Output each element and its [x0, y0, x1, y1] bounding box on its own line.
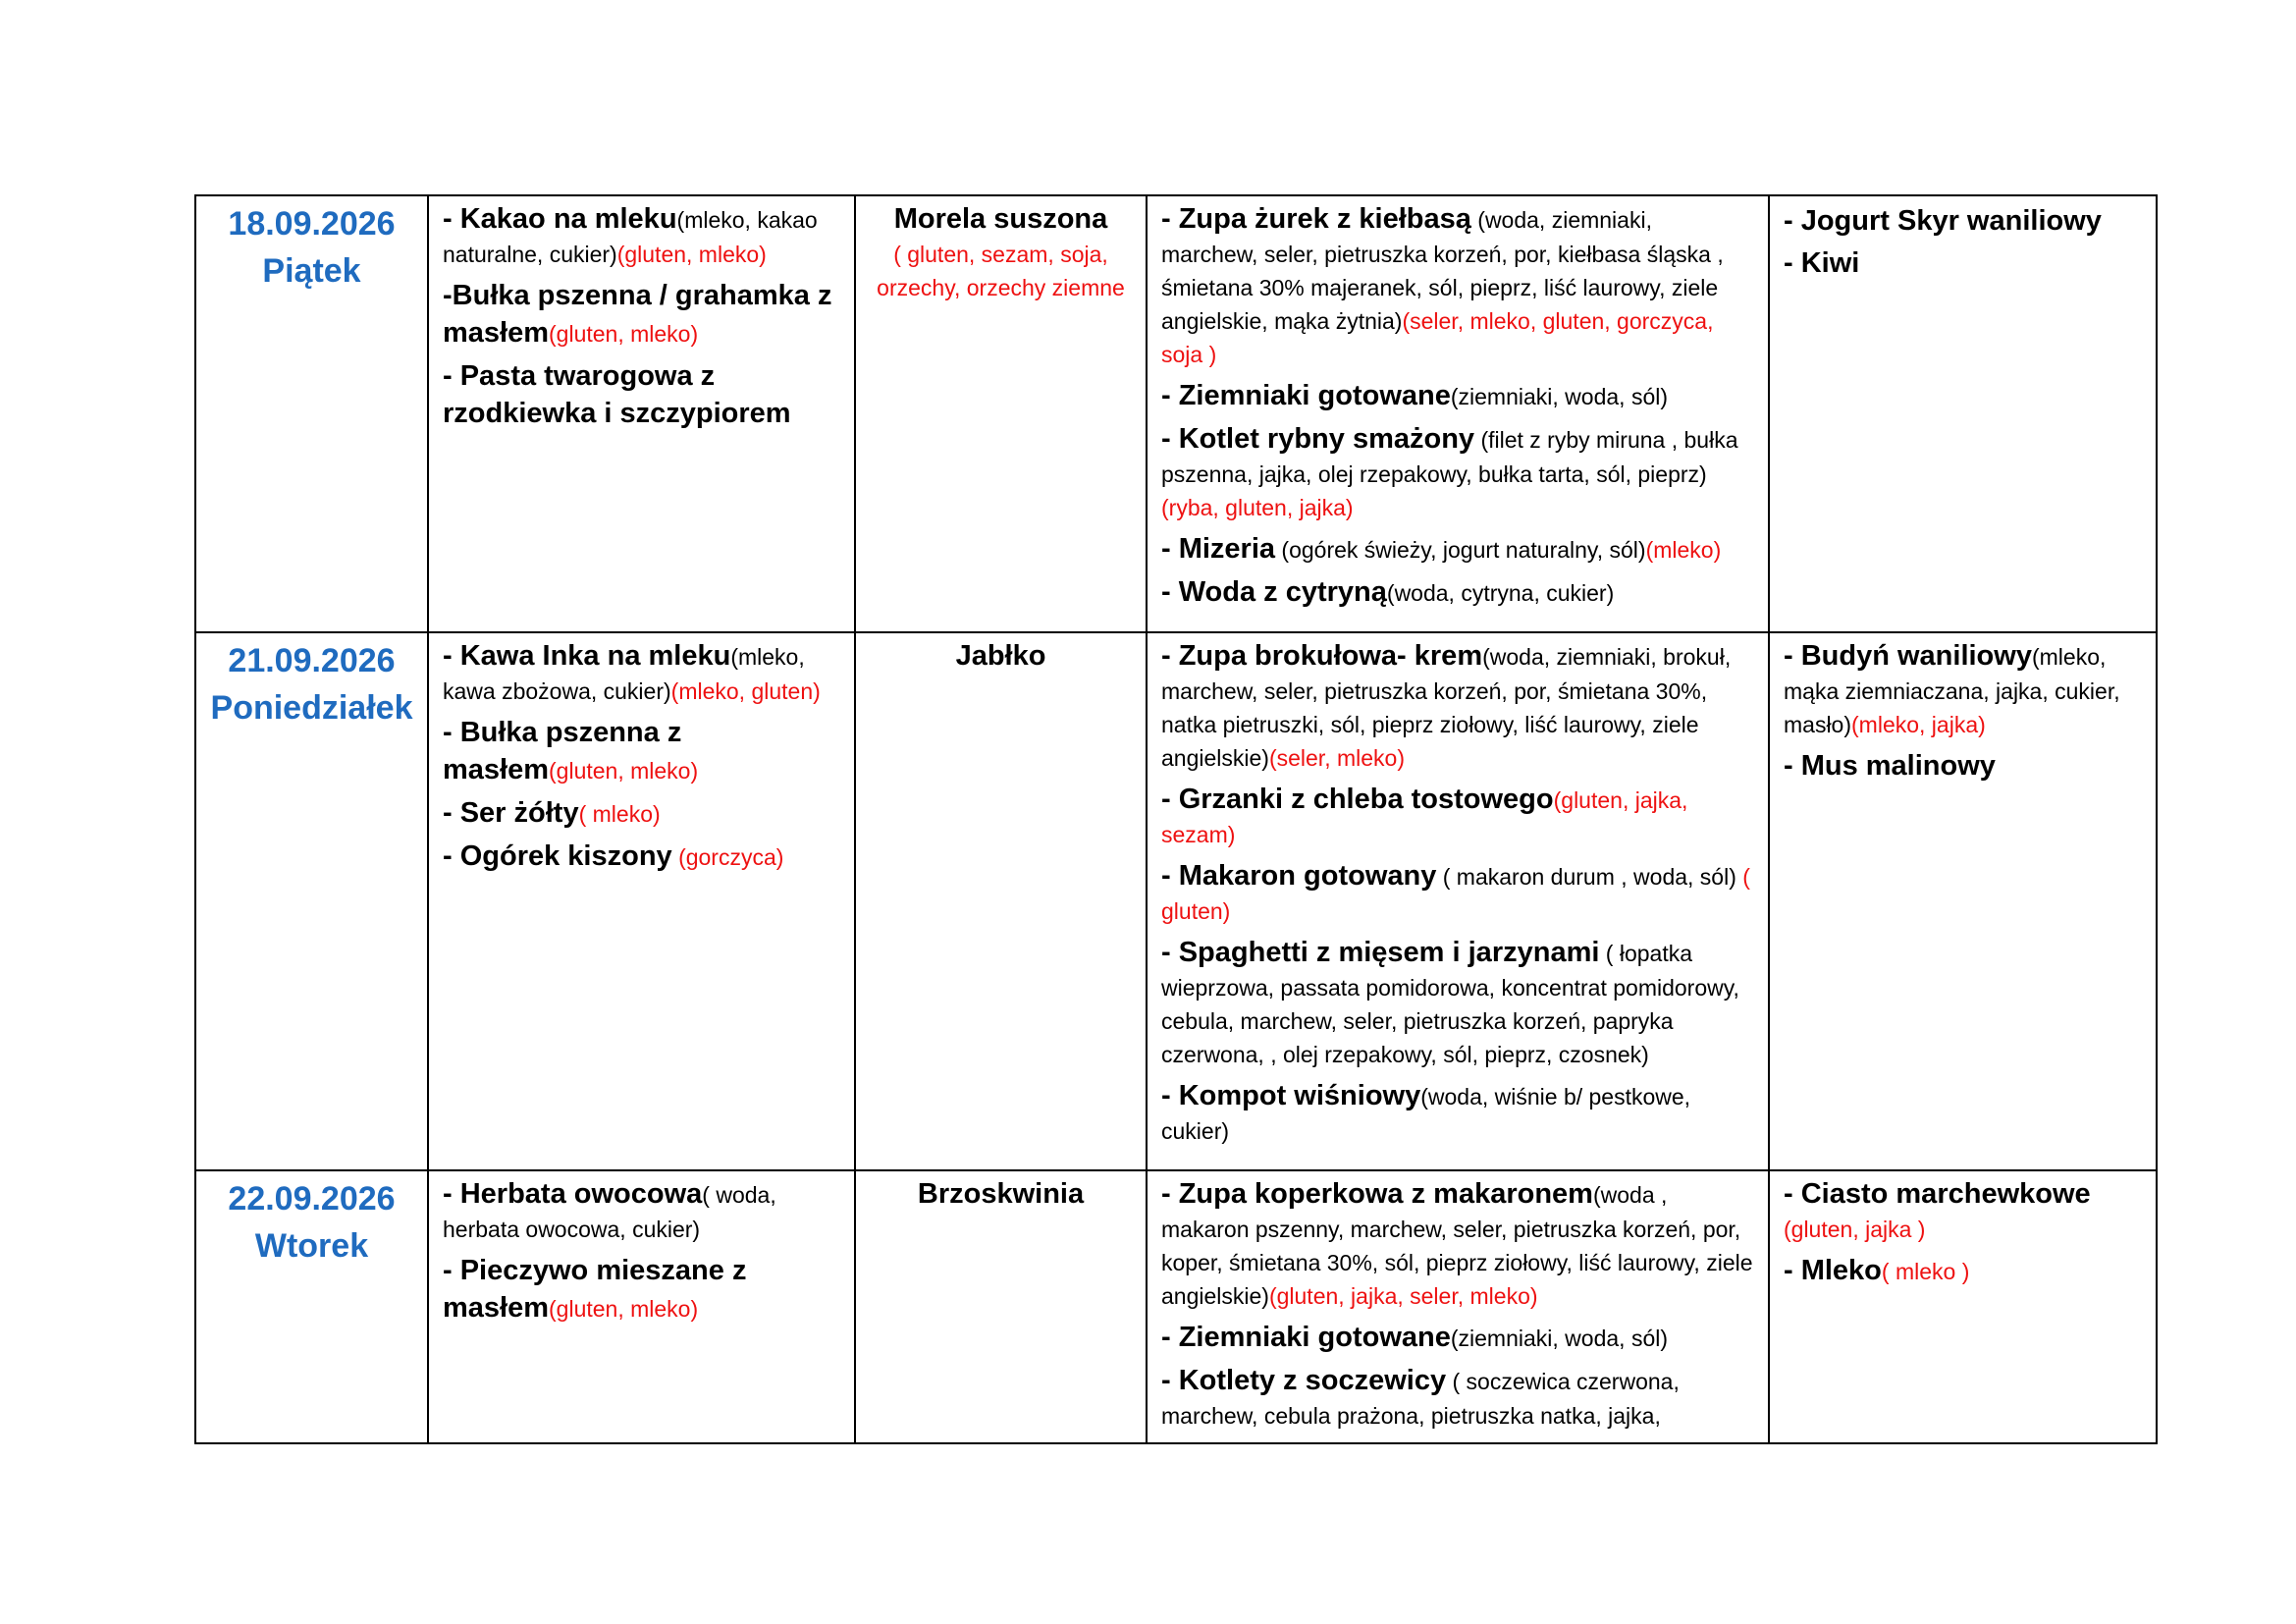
- menu-item: - Kakao na mleku(mleko, kakao naturalne, cukier)(gluten, mleko): [443, 203, 818, 267]
- menu-item: -Bułka pszenna / grahamka z masłem(gluten, mleko): [443, 280, 832, 349]
- date-cell: [195, 632, 428, 1170]
- breakfast-cell: [428, 632, 855, 1170]
- menu-table: [194, 194, 2158, 1444]
- menu-item: - Pasta twarogowa z rzodkiewka i szczypiorem: [443, 360, 791, 429]
- menu-item: - Zupa żurek z kiełbasą (woda, ziemniaki, marchew, seler, pietruszka korzeń, por, kiełbasa śląska , śmietana 30% majeranek, sól, pieprz, liść laurowy, ziele angielskie, mąka żytnia)(seler, mleko, gluten, gorczyca, soja ): [1161, 203, 1724, 367]
- tea-cell: [1769, 632, 2157, 1170]
- tea-cell: [1769, 195, 2157, 632]
- lunch-cell: [1147, 1170, 1769, 1443]
- weekday: Wtorek: [254, 1227, 369, 1265]
- tea-cell: [1769, 1170, 2157, 1443]
- menu-item: - Pieczywo mieszane z masłem(gluten, mleko): [443, 1255, 747, 1324]
- weekday: Piątek: [262, 252, 361, 290]
- date: 22.09.2026: [228, 1180, 396, 1218]
- menu-item: - Kiwi: [1784, 247, 1860, 279]
- snack-cell: [855, 195, 1147, 632]
- breakfast-cell: [428, 195, 855, 632]
- menu-item: - Ciasto marchewkowe (gluten, jajka ): [1784, 1178, 2091, 1242]
- menu-item: - Mizeria (ogórek świeży, jogurt naturalny, sól)(mleko): [1161, 533, 1722, 565]
- menu-item: - Ziemniaki gotowane(ziemniaki, woda, sól): [1161, 1322, 1669, 1353]
- menu-item: - Jogurt Skyr waniliowy: [1784, 205, 2102, 237]
- menu-item: - Kompot wiśniowy(woda, wiśnie b/ pestkowe, cukier): [1161, 1080, 1691, 1144]
- menu-item: - Budyń waniliowy(mleko, mąka ziemniaczana, jajka, cukier, masło)(mleko, jajka): [1784, 640, 2120, 737]
- menu-item: - Makaron gotowany ( makaron durum , woda, sól) ( gluten): [1161, 860, 1750, 924]
- snack-cell: [855, 632, 1147, 1170]
- snack-allergens: ( gluten, sezam, soja, orzechy, orzechy ziemne: [877, 242, 1125, 300]
- menu-item: - Mus malinowy: [1784, 750, 1996, 782]
- snack-name: Brzoskwinia: [917, 1178, 1085, 1210]
- menu-item: - Herbata owocowa( woda, herbata owocowa, cukier): [443, 1178, 776, 1242]
- menu-item: - Mleko( mleko ): [1784, 1255, 1970, 1286]
- menu-item: - Kotlet rybny smażony (filet z ryby miruna , bułka pszenna, jajka, olej rzepakowy, bułka tarta, sól, pieprz)(ryba, gluten, jajka): [1161, 423, 1738, 520]
- lunch-cell: [1147, 632, 1769, 1170]
- date: 21.09.2026: [228, 642, 396, 679]
- breakfast-cell: [428, 1170, 855, 1443]
- menu-item: - Ser żółty( mleko): [443, 797, 661, 829]
- day-row: [195, 632, 2157, 1170]
- menu-item: - Zupa koperkowa z makaronem(woda , makaron pszenny, marchew, seler, pietruszka korzeń, por, koper, śmietana 30%, sól, pieprz ziołowy, liść laurowy, ziele angielskie)(gluten, jajka, seler, mleko): [1161, 1178, 1753, 1309]
- snack-name: Morela suszona: [893, 203, 1108, 235]
- menu-item: - Kawa Inka na mleku(mleko, kawa zbożowa, cukier)(mleko, gluten): [443, 640, 821, 704]
- menu-item: - Zupa brokułowa- krem(woda, ziemniaki, brokuł, marchew, seler, pietruszka korzeń, por, śmietana 30%, natka pietruszki, sól, pieprz ziołowy, liść laurowy, ziele angielskie)(seler, mleko): [1161, 640, 1732, 771]
- day-row: [195, 1170, 2157, 1443]
- date-cell: [195, 195, 428, 632]
- date: 18.09.2026: [228, 205, 396, 243]
- snack-cell: [855, 1170, 1147, 1443]
- snack-name: Jabłko: [955, 640, 1046, 672]
- weekday: Poniedziałek: [210, 689, 413, 727]
- menu-item: - Kotlety z soczewicy ( soczewica czerwona, marchew, cebula prażona, pietruszka natka, jajka,: [1161, 1365, 1680, 1429]
- menu-item: - Grzanki z chleba tostowego(gluten, jajka, sezam): [1161, 784, 1688, 847]
- day-row: [195, 195, 2157, 632]
- menu-item: - Ogórek kiszony (gorczyca): [443, 840, 784, 872]
- lunch-cell: [1147, 195, 1769, 632]
- date-cell: [195, 1170, 428, 1443]
- menu-item: - Ziemniaki gotowane(ziemniaki, woda, sól): [1161, 380, 1669, 411]
- menu-item: - Woda z cytryną(woda, cytryna, cukier): [1161, 576, 1615, 608]
- menu-item: - Spaghetti z mięsem i jarzynami ( łopatka wieprzowa, passata pomidorowa, koncentrat pomidorowy, cebula, marchew, seler, pietruszka korzeń, papryka czerwona, , olej rzepakowy, sól, pieprz, czosnek): [1161, 937, 1739, 1067]
- menu-item: - Bułka pszenna z masłem(gluten, mleko): [443, 717, 699, 785]
